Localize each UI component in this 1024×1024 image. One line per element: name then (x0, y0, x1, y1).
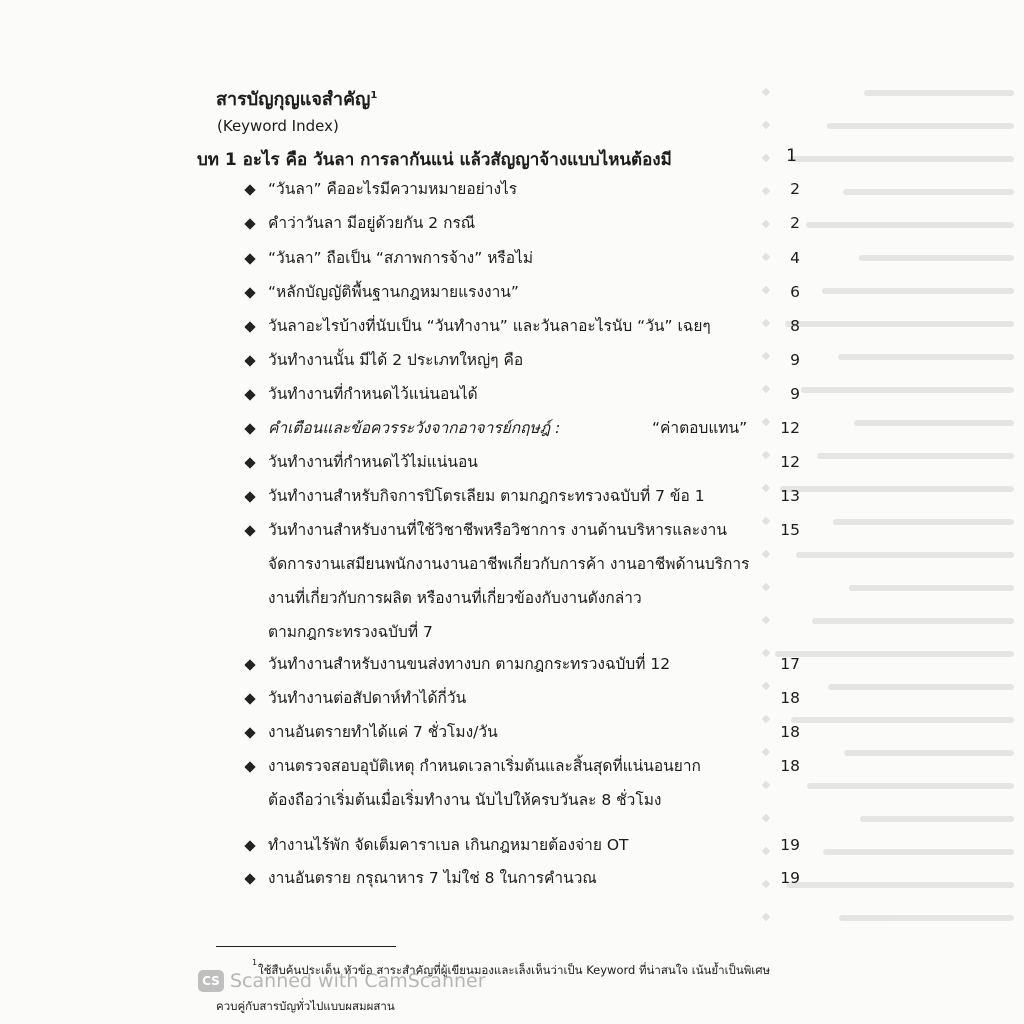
entry-text: “วันลา” ถือเป็น “สภาพการจ้าง” หรือไม่ (268, 249, 534, 267)
entry-page-number: 18 (780, 689, 800, 707)
page-subtitle: (Keyword Index) (217, 117, 339, 135)
entry-page-number: 12 (780, 419, 800, 437)
diamond-bullet-icon (244, 287, 255, 298)
entry-continuation-line: ต้องถือว่าเริ่มต้นเมื่อเริ่มทำงาน นับไปให้ครบวันละ 8 ชั่วโมง (268, 791, 662, 809)
bleed-line (839, 915, 1014, 921)
diamond-bullet-icon (244, 693, 255, 704)
bleed-line (791, 717, 1014, 723)
footnote-mark: 1 (252, 958, 258, 967)
bleed-line (827, 123, 1014, 129)
entry-page-number: 6 (790, 283, 800, 301)
bleed-line (859, 255, 1014, 261)
bleed-bullet (762, 88, 770, 96)
scanner-watermark (198, 970, 486, 992)
bleed-bullet (762, 583, 770, 591)
footnote-line-1: ใช้สืบค้นประเด็น หัวข้อ สาระสำคัญที่ผู้เขียนมองและเล็งเห็นว่าเป็น Keyword ที่น่าสนใจ เน้นย้ำเป็นพิเศษ (258, 963, 771, 977)
entry-text: วันทำงานนั้น มีได้ 2 ประเภทใหญ่ๆ คือ (268, 351, 524, 369)
entry-page-number: 13 (780, 487, 800, 505)
entry-text: วันลาอะไรบ้างที่นับเป็น “วันทำงาน” และวันลาอะไรนับ “วัน” เฉยๆ (268, 317, 711, 335)
bleed-line (843, 189, 1014, 195)
diamond-bullet-icon (244, 491, 255, 502)
bleed-line (822, 288, 1014, 294)
bleed-line (823, 849, 1014, 855)
entry-text: วันทำงานต่อสัปดาห์ทำได้กี่วัน (268, 689, 467, 707)
bleed-bullet (762, 550, 770, 558)
entry-page-number: 19 (780, 836, 800, 854)
bleed-bullet (762, 913, 770, 921)
diamond-bullet-icon (244, 218, 255, 229)
bleed-bullet (762, 121, 770, 129)
watermark-text: Scanned with CamScanner (230, 970, 486, 992)
bleed-line (806, 222, 1014, 228)
diamond-bullet-icon (244, 761, 255, 772)
diamond-bullet-icon (244, 525, 255, 536)
footnote-line-2: ควบคู่กับสารบัญทั่วไปแบบผสมผสาน (216, 999, 395, 1013)
bleed-line (780, 486, 1014, 492)
diamond-bullet-icon (244, 659, 255, 670)
bleed-line (790, 156, 1014, 162)
entry-text: คำเตือนและข้อควรระวังจากอาจารย์กฤษฎ์ : (268, 419, 561, 437)
entry-text: วันทำงานสำหรับกิจการปิโตรเลียม ตามกฎกระทรวงฉบับที่ 7 ข้อ 1 (268, 487, 705, 505)
diamond-bullet-icon (244, 727, 255, 738)
bleed-line (812, 618, 1014, 624)
camscanner-logo-icon: CS (198, 970, 224, 992)
chapter-heading (197, 146, 797, 173)
bleed-bullet (762, 616, 770, 624)
entry-page-number: 9 (790, 351, 800, 369)
entry-continuation-line: ตามกฎกระทรวงฉบับที่ 7 (268, 623, 433, 641)
entry-continuation-line: จัดการงานเสมียนพนักงานงานอาชีพเกี่ยวกับการค้า งานอาชีพด้านบริการ (268, 555, 750, 573)
bleed-line (844, 750, 1014, 756)
entry-text: งานตรวจสอบอุบัติเหตุ กำหนดเวลาเริ่มต้นและสิ้นสุดที่แน่นอนยาก (268, 757, 701, 775)
bleed-line (796, 552, 1014, 558)
entry-page-number: 15 (780, 521, 800, 539)
entry-text: คำว่าวันลา มีอยู่ด้วยกัน 2 กรณี (268, 214, 476, 232)
entry-text: วันทำงานที่กำหนดไว้ไม่แน่นอน (268, 453, 478, 471)
entry-text: วันทำงานสำหรับงานที่ใช้วิชาชีพหรือวิชาการ งานด้านบริหารและงาน (268, 521, 727, 539)
bleed-line (801, 387, 1014, 393)
bleed-line (838, 354, 1014, 360)
diamond-bullet-icon (244, 423, 255, 434)
bleed-line (854, 420, 1014, 426)
entry-text: งานอันตรายทำได้แค่ 7 ชั่วโมง/วัน (268, 723, 498, 741)
bleed-line (864, 90, 1014, 96)
diamond-bullet-icon (244, 457, 255, 468)
entry-page-number: 9 (790, 385, 800, 403)
entry-page-number: 18 (780, 757, 800, 775)
entry-text: วันทำงานสำหรับงานขนส่งทางบก ตามกฎกระทรวงฉบับที่ 12 (268, 655, 671, 673)
footnote-divider (216, 946, 396, 947)
entry-text: “วันลา” คืออะไรมีความหมายอย่างไร (268, 180, 518, 198)
entry-page-number: 19 (780, 869, 800, 887)
diamond-bullet-icon (244, 389, 255, 400)
entry-text-extra: “ค่าตอบแทน” (652, 419, 748, 437)
entry-page-number: 2 (790, 180, 800, 198)
diamond-bullet-icon (244, 321, 255, 332)
entry-page-number: 18 (780, 723, 800, 741)
bleed-line (785, 321, 1014, 327)
diamond-bullet-icon (244, 355, 255, 366)
entry-page-number: 2 (790, 214, 800, 232)
bleed-line (833, 519, 1014, 525)
diamond-bullet-icon (244, 873, 255, 884)
bleed-line (828, 684, 1014, 690)
bleed-line (860, 816, 1014, 822)
chapter-page-number: 1 (786, 146, 797, 166)
bleed-line (807, 783, 1014, 789)
diamond-bullet-icon (244, 840, 255, 851)
entry-text: งานอันตราย กรุณาหาร 7 ไม่ใช่ 8 ในการคำนวณ (268, 869, 597, 887)
diamond-bullet-icon (244, 184, 255, 195)
bleed-line (775, 651, 1014, 657)
bleed-bullet (762, 814, 770, 822)
entry-page-number: 8 (790, 317, 800, 335)
bleed-line (786, 882, 1014, 888)
entry-text: วันทำงานที่กำหนดไว้แน่นอนได้ (268, 385, 478, 403)
entry-page-number: 12 (780, 453, 800, 471)
entry-continuation-line: งานที่เกี่ยวกับการผลิต หรืองานที่เกี่ยวข้องกับงานดังกล่าว (268, 589, 642, 607)
entry-page-number: 4 (790, 249, 800, 267)
diamond-bullet-icon (244, 253, 255, 264)
title-footnote-mark: 1 (370, 90, 378, 101)
entry-text: “หลักบัญญัติพื้นฐานกฎหมายแรงงาน” (268, 283, 519, 301)
entry-text: ทำงานไร้พัก จัดเต็มคาราเบล เกินกฎหมายต้องจ่าย OT (268, 836, 629, 854)
bleed-line (817, 453, 1014, 459)
chapter-label: บท 1 อะไร คือ วันลา การลากันแน่ แล้วสัญญาจ้างแบบไหนต้องมี (197, 150, 672, 170)
page-title (216, 84, 377, 113)
bleed-line (849, 585, 1014, 591)
entry-page-number: 17 (780, 655, 800, 673)
title-text: สารบัญกุญแจสำคัญ (216, 89, 371, 110)
